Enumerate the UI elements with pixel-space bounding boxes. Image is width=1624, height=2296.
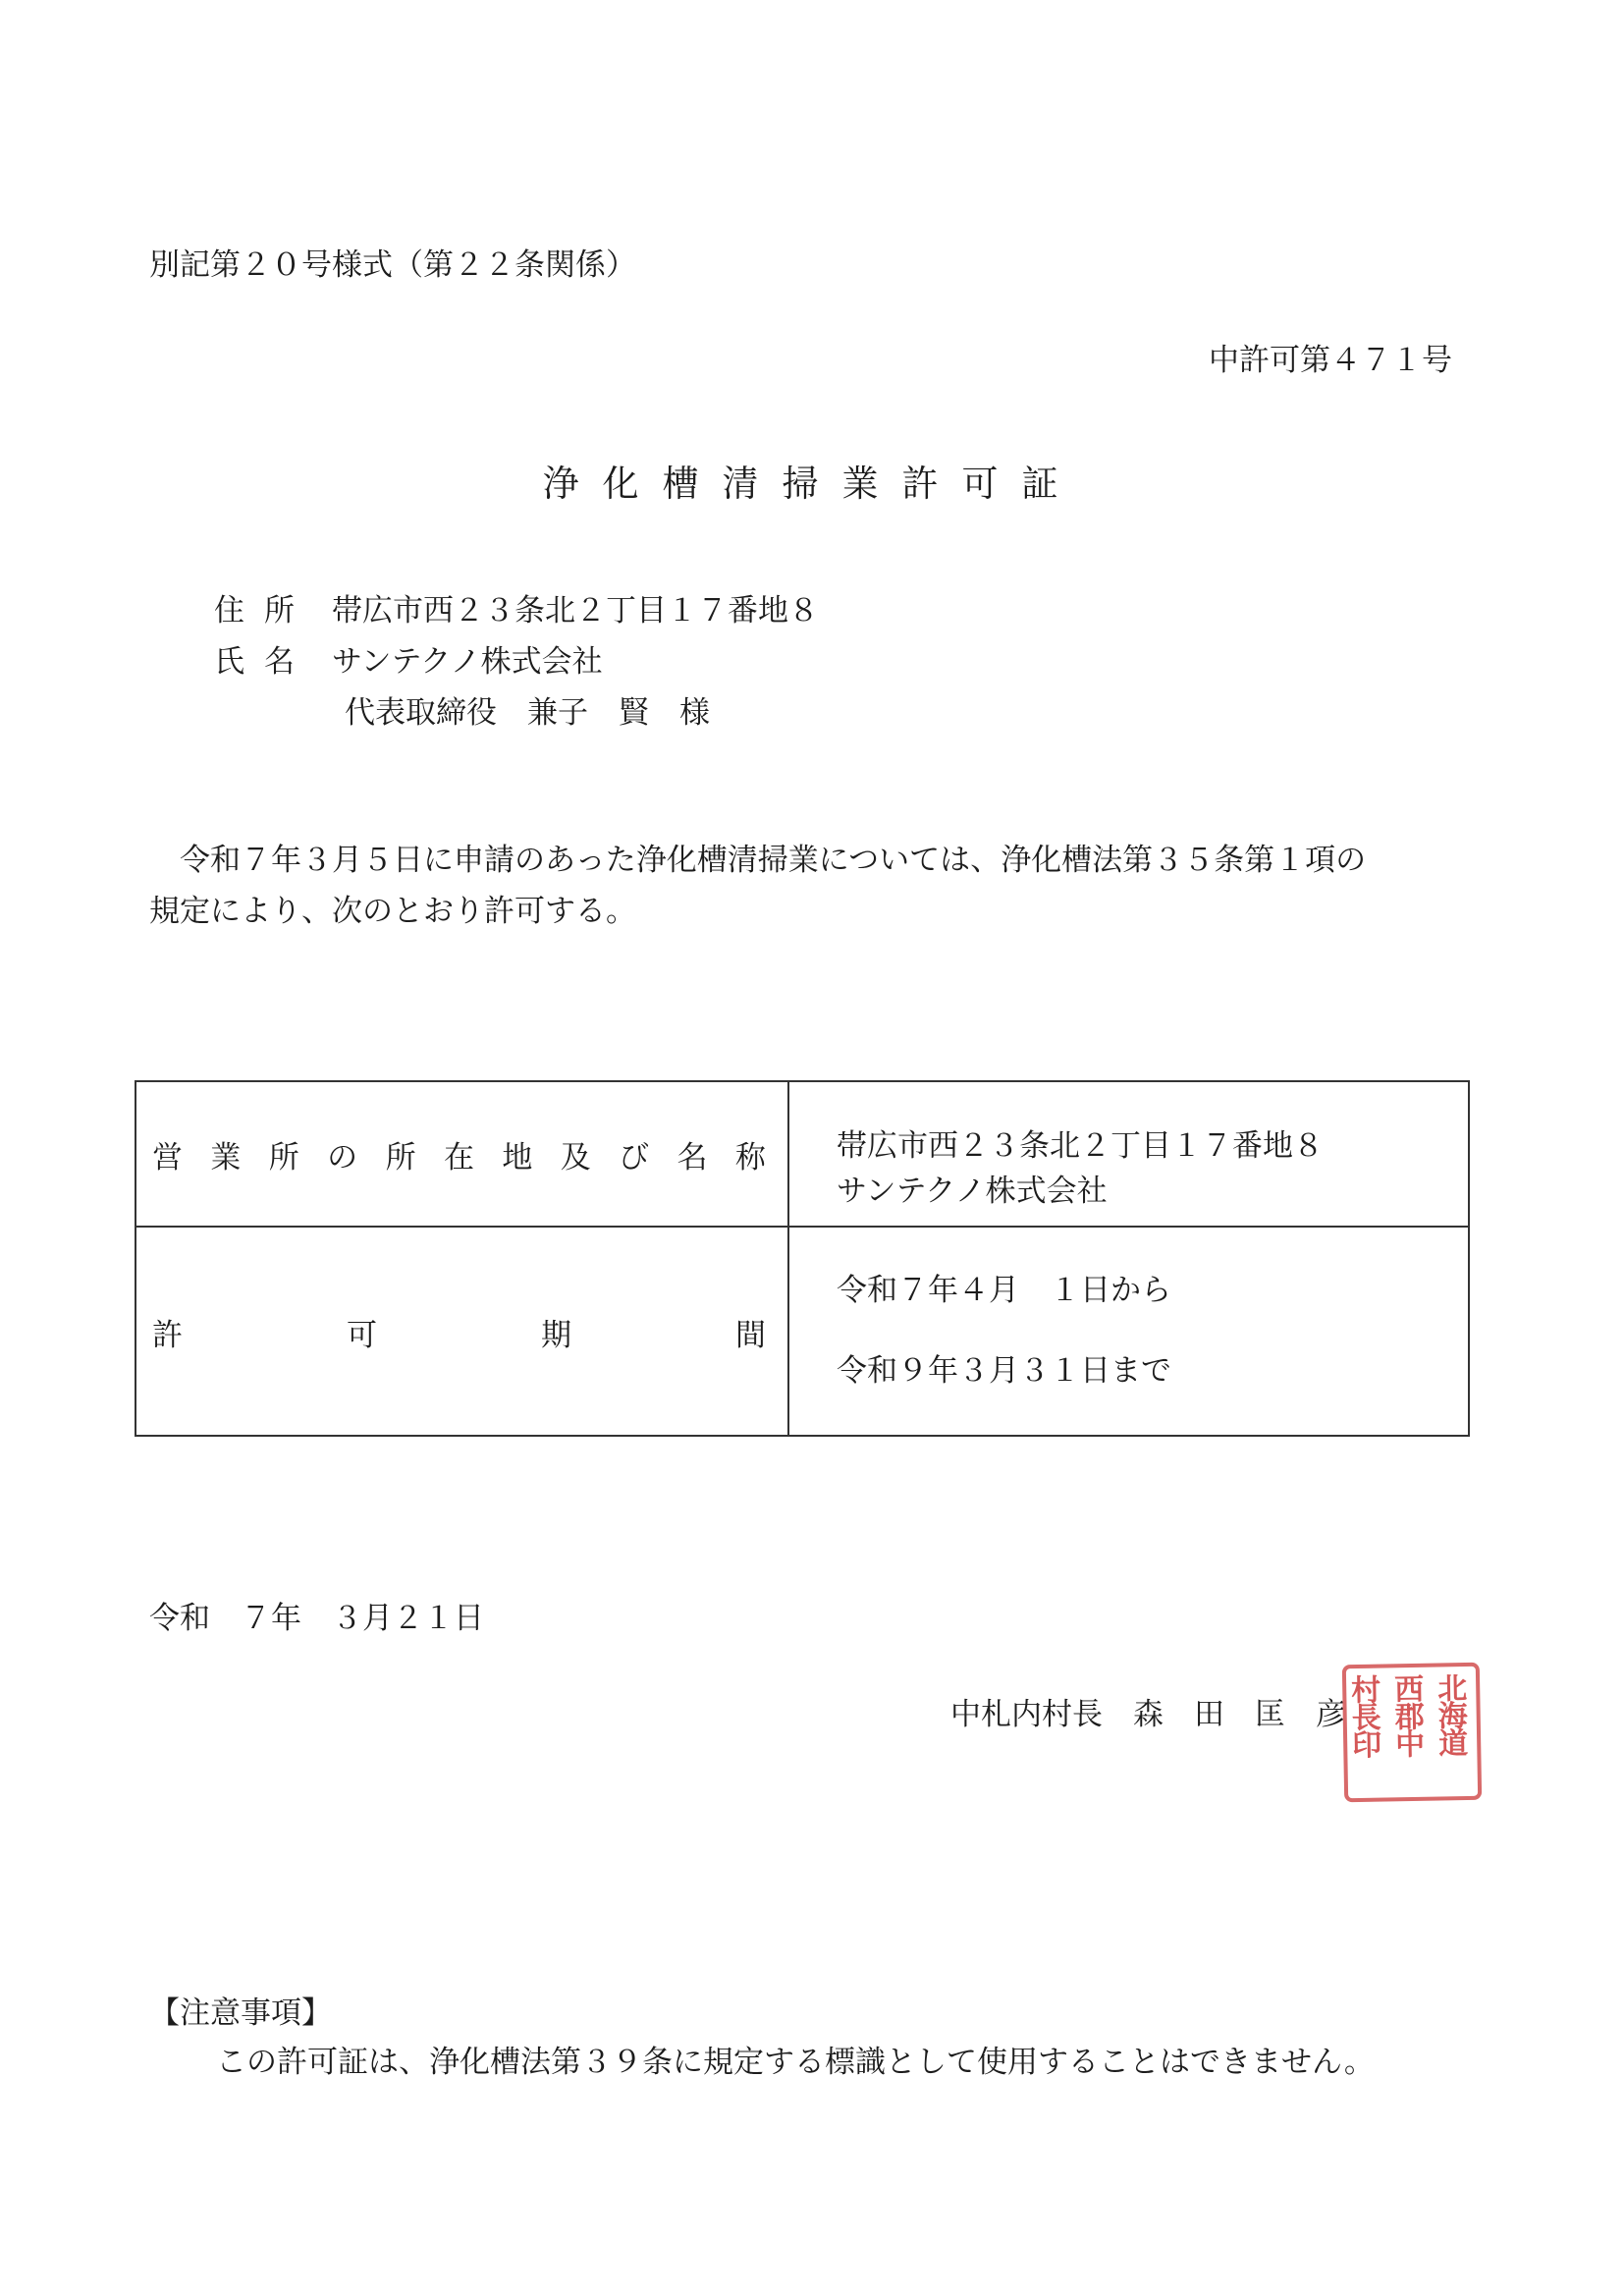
label-char: の: [327, 1139, 358, 1175]
address-label: 住所: [214, 593, 314, 629]
permit-period-label: [136, 1228, 787, 1437]
name-row: [214, 642, 603, 682]
form-label: 別記第２０号様式（第２２条関係）: [149, 247, 636, 283]
label-char: 及: [560, 1139, 591, 1175]
official-seal: [1342, 1663, 1482, 1802]
seal-column-2: 西郡中: [1387, 1672, 1425, 1757]
permit-number: 中許可第４７１号: [1209, 343, 1452, 378]
notes-text: この許可証は、浄化槽法第３９条に規定する標識として使用することはできません。: [216, 2045, 1375, 2080]
address-value: 帯広市西２３条北２丁目１７番地８: [332, 593, 819, 629]
label-char: 地: [502, 1139, 533, 1175]
office-name: サンテクノ株式会社: [837, 1174, 1108, 1209]
permit-details-table: [135, 1080, 1470, 1437]
body-text-line-1: 令和７年３月５日に申請のあった浄化槽清掃業については、浄化槽法第３５条第１項の: [180, 843, 1367, 878]
label-char: 営: [152, 1139, 183, 1175]
label-char: 可: [347, 1318, 377, 1353]
label-char: 許: [152, 1318, 183, 1353]
signer: 中札内村長 森 田 匡 彦: [950, 1697, 1346, 1732]
body-text-line-2: 規定により、次のとおり許可する。: [149, 894, 636, 929]
name-label: 氏名: [214, 644, 314, 680]
company-name: サンテクノ株式会社: [332, 644, 603, 680]
office-location-label: [136, 1082, 787, 1226]
permit-period-value: [789, 1228, 1468, 1480]
issue-date: 令和 ７年 ３月２１日: [149, 1601, 484, 1636]
seal-column-1: 北海道: [1431, 1672, 1468, 1756]
label-char: 名: [677, 1139, 708, 1175]
seal-column-3: 村長印: [1344, 1673, 1381, 1758]
period-end: 令和９年３月３１日まで: [837, 1353, 1171, 1389]
label-char: 所: [385, 1139, 416, 1175]
label-char: 所: [268, 1139, 299, 1175]
document-title: 浄化槽清掃業許可証: [542, 463, 1082, 505]
label-char: び: [619, 1139, 650, 1175]
label-char: 称: [734, 1139, 766, 1175]
label-char: 業: [210, 1139, 242, 1175]
representative: 代表取締役 兼子 賢 様: [345, 695, 710, 731]
period-start: 令和７年４月 １日から: [837, 1273, 1171, 1308]
address-row: [214, 591, 819, 630]
office-address: 帯広市西２３条北２丁目１７番地８: [837, 1128, 1324, 1164]
label-char: 間: [735, 1318, 766, 1353]
label-char: 期: [541, 1318, 571, 1353]
label-char: 在: [443, 1139, 474, 1175]
notes-heading: 【注意事項】: [149, 1995, 332, 2031]
